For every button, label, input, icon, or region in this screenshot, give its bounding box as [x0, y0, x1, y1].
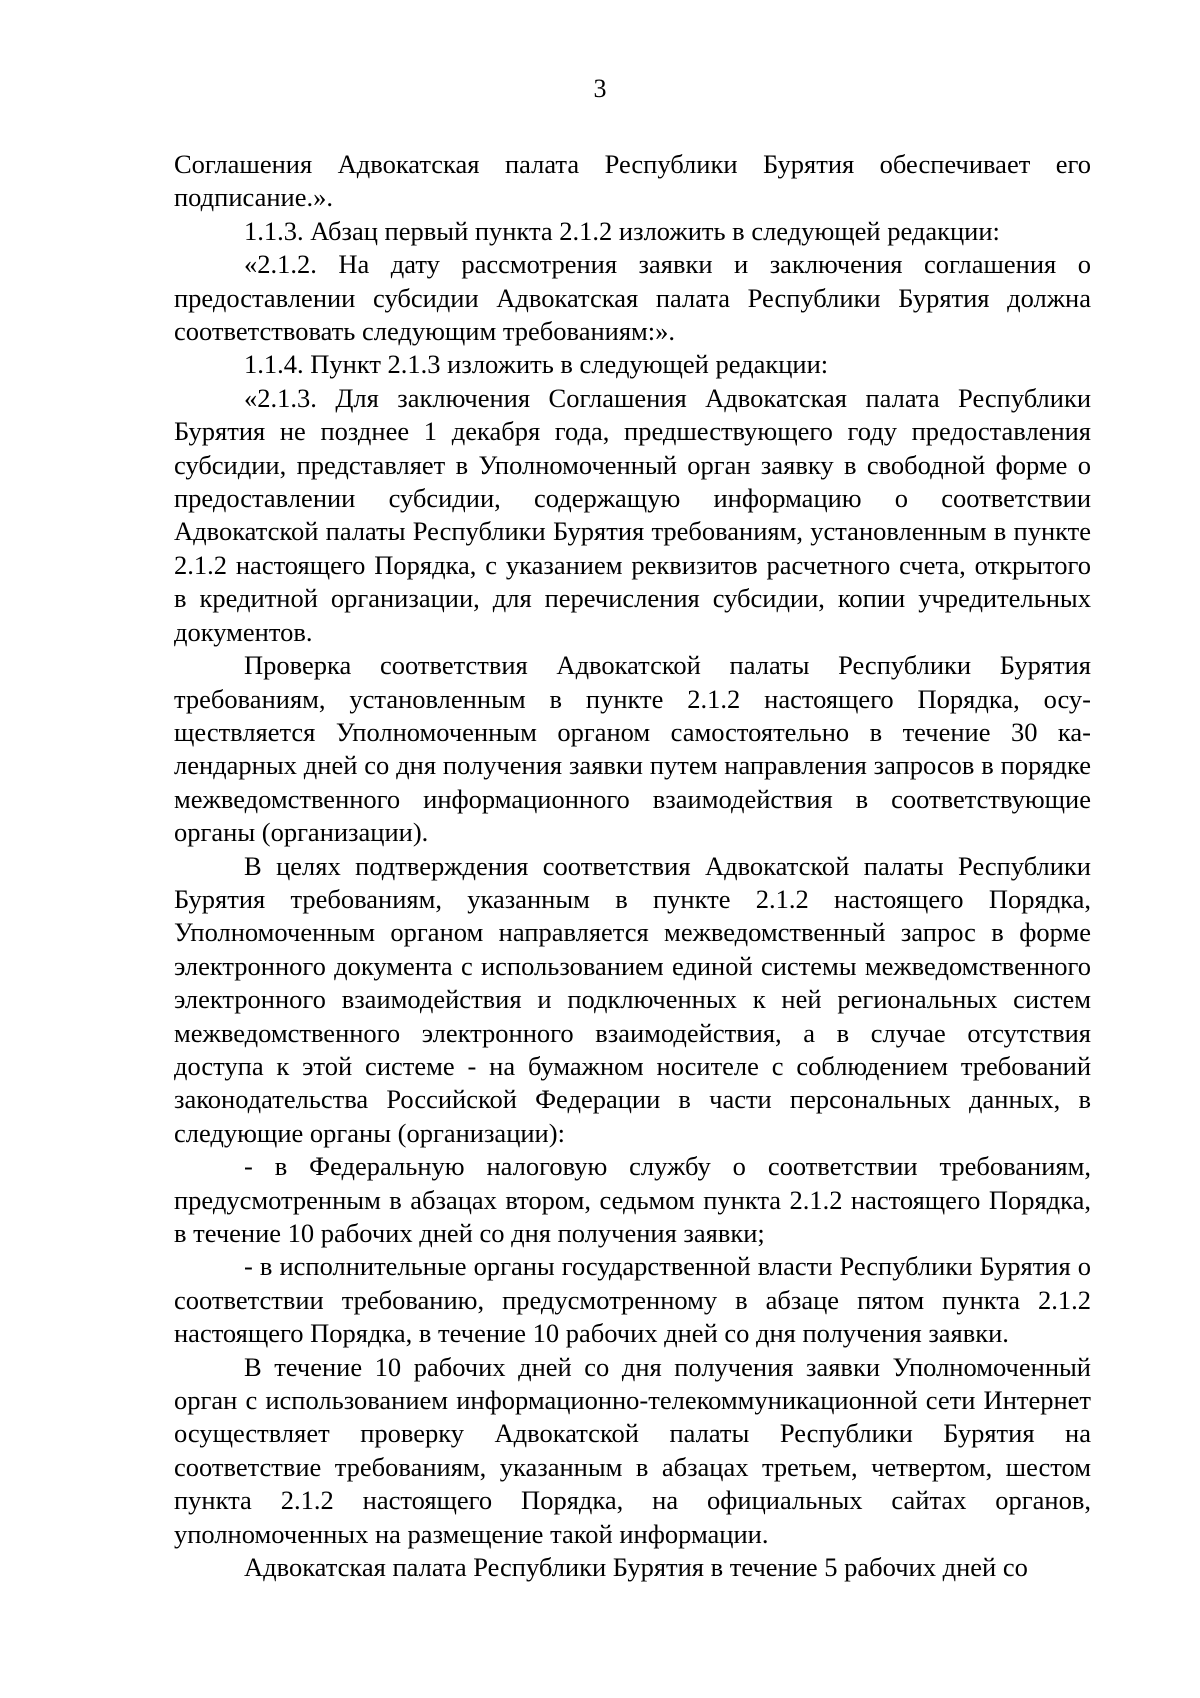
page-number: 3 [593, 74, 607, 103]
paragraph-8: - в Федеральную налоговую службу о соответствии требованиям, предусмотренным в абзацах втором, седьмом пункта 2.1.2 настоящего Порядка, в течение 10 рабочих дней со дня получения заявки; [174, 1151, 1091, 1248]
document-body [174, 148, 1091, 1584]
paragraph-9: - в исполнительные органы государственной власти Республики Бурятия о соответствии требованию, предусмотренному в абзаце пятом пункта 2.1.2 настоящего Порядка, в течение 10 рабочих дней со дня получения заявки. [174, 1251, 1091, 1349]
paragraph-5: «2.1.3. Для заключения Соглашения Адвокатская палата Республики Бурятия не позднее 1 декабря года, предшествующего году предоставления субсидии, представляет в Уполномоченный орган заявку в свободной форме о предоставлении субсидии, содержащую информацию о соответствии Адвокатской палаты Республики Бурятия требованиям, установленным в пункте 2.1.2 настоящего Порядка, с указанием реквизитов расчетного счета, открытого в кредитной организации, для перечисления субсидии, копии учредительных документов. [174, 382, 1091, 647]
paragraph-2: 1.1.3. Абзац первый пункта 2.1.2 изложить в следующей редакции: [244, 215, 1000, 246]
paragraph-1: Соглашения Адвокатская палата Республики Бурятия обеспечивает его подписание.». [174, 149, 1091, 213]
paragraph-11: Адвокатская палата Республики Бурятия в течение 5 рабочих дней со [244, 1552, 1028, 1583]
paragraph-6: Проверка соответствия Адвокатской палаты Республики Бурятия требованиям, установленным в пункте 2.1.2 настоящего Порядка, осуществляется Уполномоченным органом самостоятельно в течение 30 календарных дней со дня получения заявки путем направления запросов в порядке межведомственного информационного взаимодействия в соответствующие органы (организации). [174, 650, 1091, 848]
paragraph-10: В течение 10 рабочих дней со дня получения заявки Уполномоченный орган с использованием информационно-телекоммуникационной сети Интернет осуществляет проверку Адвокатской палаты Республики Бурятия на соответствие требованиям, указанным в абзацах третьем, четвертом, шестом пункта 2.1.2 настоящего Порядка, на официальных сайтах органов, уполномоченных на размещение такой информации. [174, 1351, 1091, 1549]
paragraph-4: 1.1.4. Пункт 2.1.3 изложить в следующей редакции: [244, 349, 829, 380]
paragraph-7: В целях подтверждения соответствия Адвокатской палаты Республики Бурятия требованиям, указанным в пункте 2.1.2 настоящего Порядка, Уполномоченным органом направляется межведомственный запрос в форме электронного документа с использованием единой системы межведомственного электронного взаимодействия и подключенных к ней региональных систем межведомственного электронного взаимодействия, а в случае отсутствия доступа к этой системе - на бумажном носителе с соблюдением требований законодательства Российской Федерации в части персональных данных, в следующие органы (организации): [174, 850, 1091, 1148]
paragraph-3: «2.1.2. На дату рассмотрения заявки и заключения соглашения о предоставлении субсидии Адвокатская палата Республики Бурятия должна соответствовать следующим требованиям:». [174, 249, 1091, 347]
